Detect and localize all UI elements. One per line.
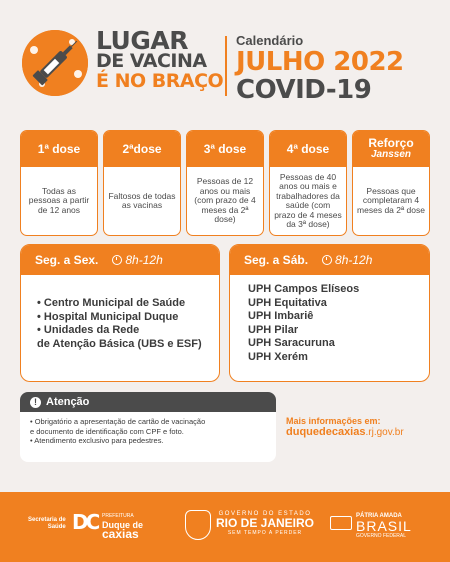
more-info bbox=[286, 416, 404, 438]
website-suffix: .rj.gov.br bbox=[365, 427, 404, 438]
logo-line-1: LUGAR bbox=[96, 26, 188, 55]
dose-card-2 bbox=[103, 130, 181, 236]
website-domain: duquedecaxias bbox=[286, 426, 366, 438]
list-item: de Atenção Básica (UBS e ESF) bbox=[37, 337, 202, 350]
weekday-places bbox=[21, 275, 219, 351]
list-item: UPH Pilar bbox=[248, 323, 299, 336]
caxias-label: caxias bbox=[102, 527, 139, 541]
list-item: • Hospital Municipal Duque bbox=[37, 310, 179, 323]
dose-card-text: Pessoas de 12 anos ou mais (com prazo de 4 meses da 2ª dose) bbox=[194, 176, 256, 225]
footer bbox=[0, 492, 450, 562]
dose-card-text: Pessoas que completaram 4 meses da 2ª dose bbox=[357, 185, 425, 215]
saturday-schedule-header bbox=[230, 245, 429, 275]
list-item: UPH Campos Elíseos bbox=[248, 283, 360, 295]
list-item: UPH Xerém bbox=[248, 350, 308, 363]
secretaria-line-2: Saúde bbox=[47, 524, 66, 530]
header bbox=[0, 0, 450, 122]
dose-title: 1ª dose bbox=[37, 142, 81, 156]
weekday-days: Seg. a Sex. bbox=[35, 253, 99, 267]
brasil-label: BRASIL bbox=[356, 518, 412, 534]
dose-card-title bbox=[104, 131, 180, 167]
attention-title: Atenção bbox=[46, 396, 90, 408]
calendar-label: Calendário bbox=[236, 33, 304, 48]
calendar-title bbox=[236, 33, 404, 104]
header-divider bbox=[225, 36, 227, 96]
dose-title: 3ª dose bbox=[203, 142, 247, 156]
dose-card-text: Pessoas de 40 anos ou mais e trabalhadores da saúde (com prazo de 4 meses da 3ª dose) bbox=[274, 171, 342, 229]
prefeitura-label: PREFEITURA bbox=[102, 513, 134, 519]
dose-card-title bbox=[353, 131, 429, 167]
clock-icon bbox=[112, 255, 122, 265]
federal-label: GOVERNO FEDERAL bbox=[356, 533, 407, 539]
dose-card-4 bbox=[269, 130, 347, 236]
secretaria-saude-logo bbox=[28, 517, 66, 531]
brasil-flag-icon bbox=[330, 516, 352, 530]
month-year: JULHO 2022 bbox=[236, 47, 404, 77]
dose-card-1 bbox=[20, 130, 98, 236]
governo-federal-logo bbox=[356, 513, 412, 539]
website-link[interactable] bbox=[286, 426, 404, 438]
clock-icon bbox=[322, 255, 332, 265]
list-item: UPH Equitativa bbox=[248, 296, 327, 309]
weekday-hours-text: 8h-12h bbox=[125, 253, 163, 267]
weekday-schedule-header bbox=[21, 245, 219, 275]
attention-header bbox=[20, 392, 276, 412]
list-item: • Atendimento exclusivo para pedestres. bbox=[30, 436, 164, 445]
dose-card-title bbox=[270, 131, 346, 167]
dose-card-title bbox=[21, 131, 97, 167]
dose-card-booster bbox=[352, 130, 430, 236]
list-item: • Centro Municipal de Saúde bbox=[37, 297, 186, 309]
saturday-hours bbox=[322, 253, 372, 267]
governo-rj-logo bbox=[216, 511, 314, 536]
logo-line-2: DE VACINA bbox=[96, 50, 207, 72]
attention-box bbox=[20, 392, 276, 462]
list-item: e documento de identificação com CPF e foto. bbox=[30, 426, 184, 436]
dose-card-text: Faltosos de todas as vacinas bbox=[108, 190, 176, 210]
dose-card-3 bbox=[186, 130, 264, 236]
weekday-schedule-card bbox=[20, 244, 220, 382]
weekday-hours bbox=[112, 253, 162, 267]
dose-card-title bbox=[187, 131, 263, 167]
saturday-places bbox=[230, 275, 429, 364]
saturday-schedule-card bbox=[229, 244, 430, 382]
attention-body bbox=[20, 412, 276, 446]
duque-label: Duque de bbox=[102, 520, 144, 530]
rj-seal-icon bbox=[185, 510, 211, 540]
secretaria-line-1: Secretaria de bbox=[28, 517, 66, 523]
dose-title: Reforço bbox=[368, 136, 414, 150]
dose-subtitle: Janssen bbox=[370, 149, 412, 160]
more-info-label: Mais informações em: bbox=[286, 416, 381, 426]
patria-label: PÁTRIA AMADA bbox=[356, 513, 402, 519]
saturday-hours-text: 8h-12h bbox=[335, 253, 373, 267]
list-item: • Unidades da Rede bbox=[37, 324, 140, 336]
rj-label: RIO DE JANEIRO bbox=[216, 516, 315, 530]
dose-title: 2ªdose bbox=[122, 142, 162, 156]
logo-line-3: É NO BRAÇO bbox=[96, 70, 224, 92]
list-item: • Obrigatório a apresentação de cartão de vacinação bbox=[30, 417, 206, 426]
prefeitura-caxias-logo bbox=[102, 512, 143, 539]
syringe-logo-icon bbox=[22, 30, 88, 96]
list-item: UPH Imbariê bbox=[248, 310, 314, 322]
dc-monogram-logo: DC bbox=[72, 510, 98, 534]
saturday-days: Seg. a Sáb. bbox=[244, 253, 309, 267]
rj-slogan: SEM TEMPO A PERDER bbox=[227, 530, 303, 536]
campaign-logo-text bbox=[96, 26, 224, 92]
exclamation-icon: ! bbox=[30, 397, 41, 408]
campaign-name: COVID-19 bbox=[236, 75, 372, 105]
governo-label: GOVERNO DO ESTADO bbox=[218, 511, 312, 517]
dose-card-text: Todas as pessoas a partir de 12 anos bbox=[28, 185, 90, 215]
dose-title: 4ª dose bbox=[286, 142, 330, 156]
list-item: UPH Saracuruna bbox=[248, 337, 335, 349]
